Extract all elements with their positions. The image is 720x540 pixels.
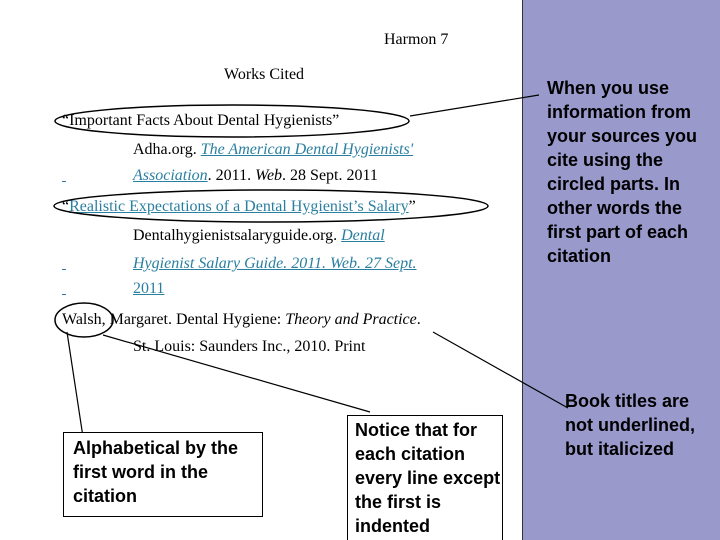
open-quote: “ <box>62 198 70 215</box>
note-alphabetical: Alphabetical by the first word in the citation <box>73 438 239 506</box>
entry-1-medium: Web <box>255 167 283 184</box>
note-box-indent <box>347 415 503 540</box>
entry-1-title: “Important Facts About Dental Hygienists” <box>62 112 340 129</box>
pointer-line-bottom-right <box>433 332 568 408</box>
note-indent: Notice that for each citation every line except the first is indented <box>355 420 501 536</box>
circle-entry-2 <box>54 190 488 222</box>
entry-2-publisher-link-cont[interactable]: Hygienist Salary Guide. 2011. Web. 27 Sept. <box>133 255 417 272</box>
note-circled-parts: When you use information from your sources you cite using the circled parts. In other words the first part of each citation <box>547 78 698 266</box>
page-header: Harmon 7 <box>384 31 449 48</box>
entry-1-publisher-link[interactable]: The American Dental Hygienists' <box>200 141 414 158</box>
entry-3-line-2: St. Louis: Saunders Inc., 2010. Print <box>133 338 366 355</box>
entry-3-subtitle: Theory and Practice <box>285 311 417 328</box>
circle-entry-3 <box>55 303 113 337</box>
entry-1-access-date: . 28 Sept. 2011 <box>282 167 378 184</box>
entry-2-year-link[interactable]: 2011 <box>133 280 165 297</box>
note-box-alphabetical <box>63 432 263 517</box>
entry-1-year: . 2011. <box>207 167 256 184</box>
entry-2-publisher-link[interactable]: Dental <box>341 227 385 244</box>
circle-entry-1 <box>55 105 409 137</box>
close-quote: ” <box>408 198 416 215</box>
pointer-line-top-right <box>410 95 539 116</box>
pointer-line-bottom-center <box>103 335 370 412</box>
page-title: Works Cited <box>224 66 305 83</box>
note-book-titles: Book titles are not underlined, but italicized <box>565 391 695 459</box>
entry-1-site: Adha.org. <box>133 141 201 158</box>
entry-2-title-link[interactable]: Realistic Expectations of a Dental Hygienist’s Salary <box>69 198 409 215</box>
entry-1-publisher-link-cont[interactable]: Association <box>133 167 208 184</box>
entry-3-period: . <box>416 311 421 328</box>
pointer-line-bottom-left <box>67 332 83 437</box>
entry-2-site: Dentalhygienistsalaryguide.org. <box>133 227 342 244</box>
entry-3-author-title: Walsh, Margaret. Dental Hygiene: <box>62 311 286 328</box>
